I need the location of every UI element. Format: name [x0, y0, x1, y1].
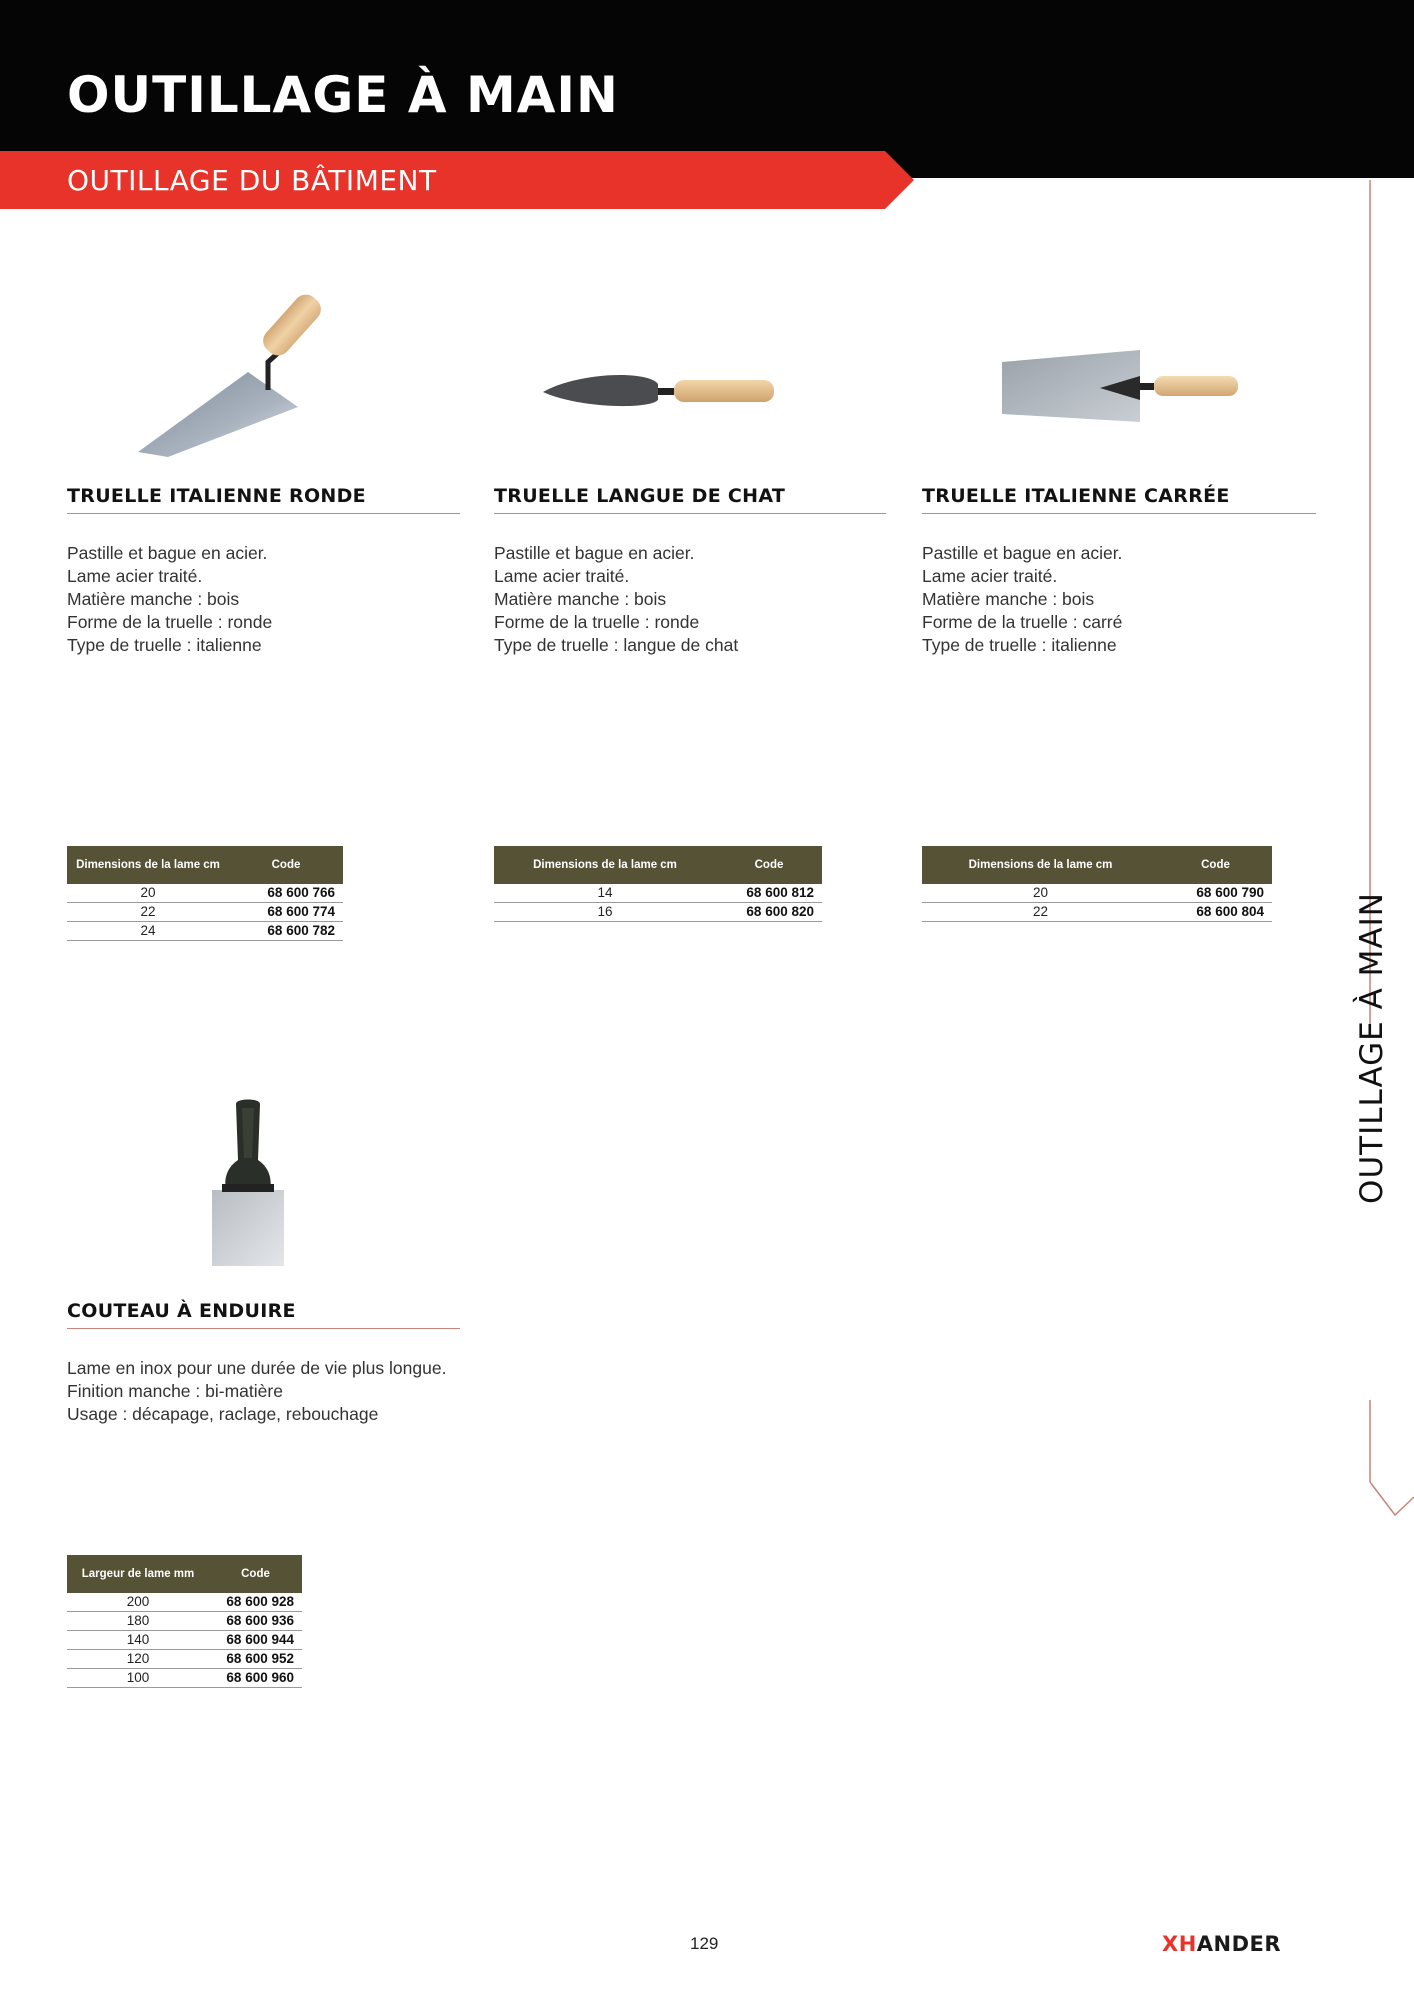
section-title: OUTILLAGE DU BÂTIMENT: [67, 164, 437, 197]
column-header: Code: [229, 846, 343, 884]
spec-table: [67, 846, 343, 941]
product-title: COUTEAU À ENDUIRE: [67, 1300, 460, 1329]
table-row: 16 68 600 820: [494, 903, 822, 922]
table-row: 20 68 600 766: [67, 884, 343, 903]
column-header: Code: [1159, 846, 1272, 884]
product-description: Pastille et bague en acier. Lame acier traité. Matière manche : bois Forme de la truelle : ronde Type de truelle : italienne: [67, 543, 273, 655]
product-title: TRUELLE ITALIENNE RONDE: [67, 485, 460, 514]
column-header: Code: [716, 846, 822, 884]
table-header-row: [67, 1555, 302, 1593]
putty-knife-image: [208, 1098, 288, 1270]
column-header: Dimensions de la lame cm: [67, 846, 229, 884]
side-tab-outline: [1340, 175, 1414, 1525]
trowel-round-image: [128, 272, 358, 467]
table-row: 200 68 600 928: [67, 1593, 302, 1612]
spec-table: [922, 846, 1272, 922]
product-title: TRUELLE ITALIENNE CARRÉE: [922, 485, 1316, 514]
table-row: 120 68 600 952: [67, 1650, 302, 1669]
brand-logo: XHANDER: [1162, 1932, 1282, 1956]
product-description: Pastille et bague en acier. Lame acier traité. Matière manche : bois Forme de la truelle : ronde Type de truelle : langue de chat: [494, 543, 739, 655]
product-description: Pastille et bague en acier. Lame acier traité. Matière manche : bois Forme de la truelle : carré Type de truelle : italienne: [922, 543, 1123, 655]
table-row: 22 68 600 804: [922, 903, 1272, 922]
page-number: 129: [690, 1934, 719, 1953]
column-header: Code: [209, 1555, 302, 1593]
table-header-row: [922, 846, 1272, 884]
table-row: 20 68 600 790: [922, 884, 1272, 903]
page-title: OUTILLAGE À MAIN: [67, 66, 619, 124]
product-description: Lame en inox pour une durée de vie plus longue. Finition manche : bi-matière Usage : décapage, raclage, rebouchage: [67, 1358, 447, 1424]
table-row: 22 68 600 774: [67, 903, 343, 922]
spec-table: [494, 846, 822, 922]
trowel-cat-tongue-image: [538, 362, 778, 422]
table-row: 14 68 600 812: [494, 884, 822, 903]
column-header: Largeur de lame mm: [67, 1555, 209, 1593]
table-row: 24 68 600 782: [67, 922, 343, 941]
table-header-row: [67, 846, 343, 884]
column-header: Dimensions de la lame cm: [922, 846, 1159, 884]
spec-table: [67, 1555, 302, 1688]
table-row: 140 68 600 944: [67, 1631, 302, 1650]
table-header-row: [494, 846, 822, 884]
table-row: 100 68 600 960: [67, 1669, 302, 1688]
product-title: TRUELLE LANGUE DE CHAT: [494, 485, 886, 514]
trowel-square-image: [1000, 346, 1245, 426]
table-row: 180 68 600 936: [67, 1612, 302, 1631]
column-header: Dimensions de la lame cm: [494, 846, 716, 884]
